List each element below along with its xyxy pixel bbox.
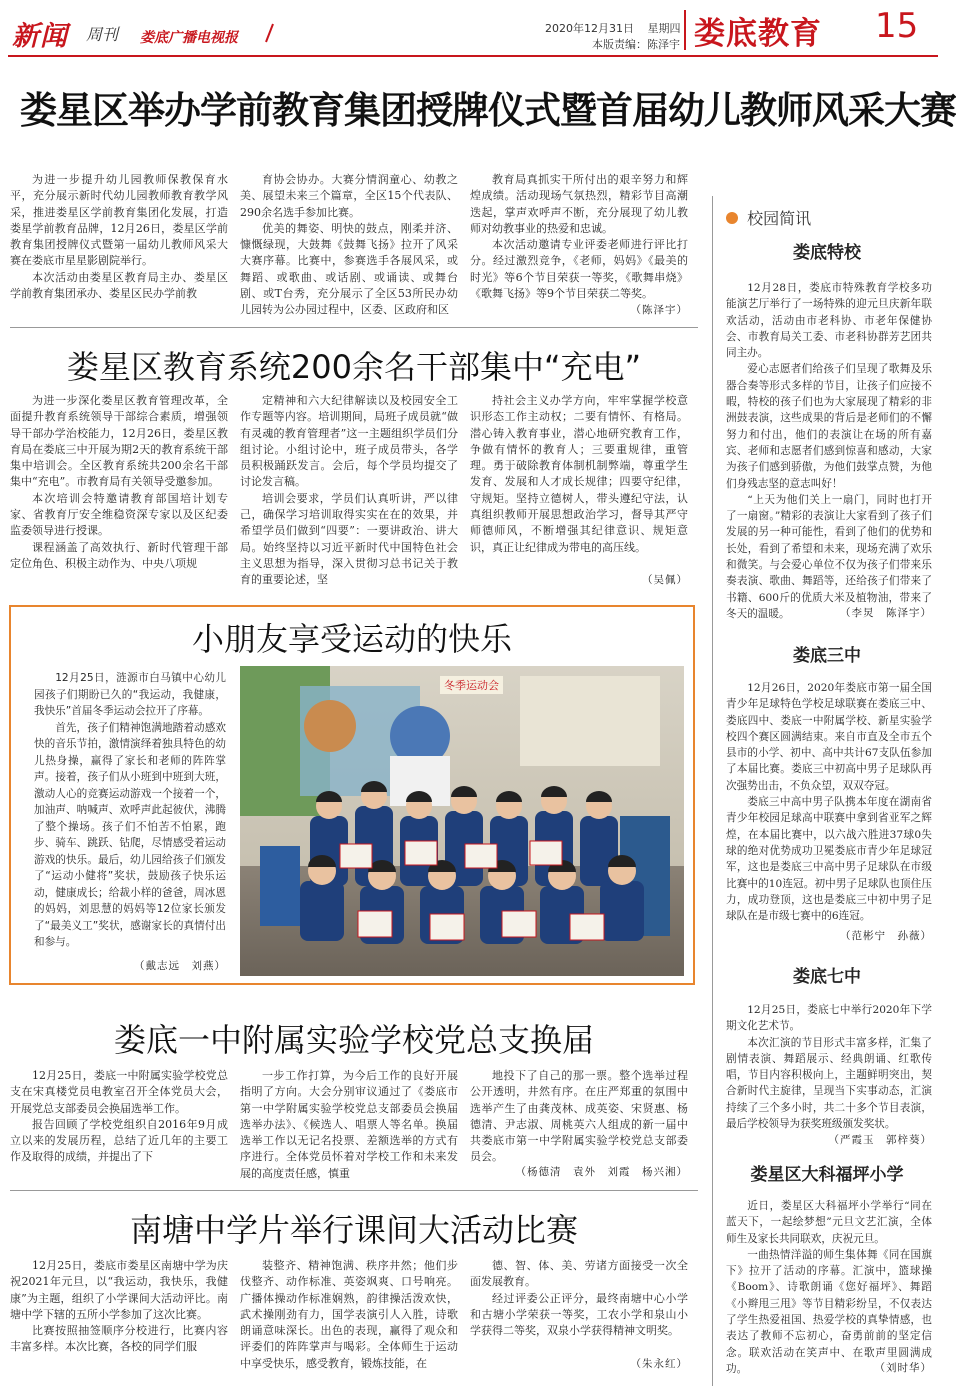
paragraph: 本次培训会特邀请教育部国培计划专家、省教育厅安全维稳资深专家以及区纪委监委领导进行授课。 <box>10 491 228 538</box>
publisher-slash <box>264 22 274 44</box>
paragraph: 定精神和六大纪律解读以及校园安全工作专题等内容。培训期间，局班子成员就“做有灵魂的教育管理者”这一主题组织学员们分组讨论。小组讨论中，班子成员带头，各学员积极踊跃发言。会后，每个学员均提交了讨论发言稿。 <box>240 394 458 489</box>
paragraph: 育协会协办。大赛分情润童心、幼教之美、展望未来三个篇章，全区15个代表队、290余名选手参加比赛。 <box>240 173 458 219</box>
article-2-byline: （吴佩） <box>642 574 688 586</box>
paragraph: 12月25日，娄底市娄星区南塘中学为庆祝2021年元旦，以“我运动，我快乐，我健康”为主题，组织了小学课间大活动评比。南塘中学下辖的五所小学参加了这次比赛。 <box>10 1259 228 1321</box>
article-3-byline: （戴志远 刘燕） <box>134 960 226 972</box>
paragraph: 课程涵盖了高效执行、新时代管理干部定位角色、积极主动作为、中央八项规 <box>10 540 228 570</box>
paragraph: 12月25日，涟源市白马镇中心幼儿园孩子们期盼已久的“我运动，我健康，我快乐”首届冬季运动会拉开了序幕。 <box>34 672 226 717</box>
paragraph: 培训会要求，学员们认真听讲，严以律己，确保学习培训取得实实在在的效果，并希望学员们做到“四要”：一要讲政治、讲大局。始终坚持以习近平新时代中国特色社会主义思想为指导，深入贯彻习总书记关于教育的重要论述，坚 <box>240 491 458 587</box>
article-3-headline: 小朋友享受运动的快乐 <box>191 620 512 658</box>
article-1-headline: 娄星区举办学前教育集团授牌仪式暨首届幼儿教师风采大赛 <box>20 89 956 132</box>
article-1-col-2 <box>240 172 458 320</box>
brand-suffix: 周刊 <box>86 25 119 44</box>
bullet-dot-icon <box>726 212 738 224</box>
article-5-byline: （朱永红） <box>630 1358 688 1370</box>
article-2-col-2 <box>240 393 458 589</box>
section-title: 娄底教育 <box>694 16 822 52</box>
paragraph: 爱心志愿者们给孩子们呈现了歌舞及乐器合奏等形式多样的节目，让孩子们应接不暇，特校的孩子们也为大家展现了精彩的非洲鼓表演，这些成果的背后是老师们的不懈努力和付出，他们的表演让在场的所有嘉宾、老师和志愿者们感到惊喜和感动，大家为孩子们感到骄傲，为他们鼓掌点赞，为他们身残志坚的意志叫好！ <box>726 363 932 490</box>
article-1-col-1 <box>10 172 228 320</box>
article-2-headline: 娄星区教育系统200余名干部集中“充电” <box>66 348 642 386</box>
paragraph: 12月26日，2020年娄底市第一届全国青少年足球特色学校足球联赛在娄底三中、娄底四中、娄底一中附属学校、新星实验学校四个赛区圆满结束。来自市直及全市五个县市的小学、初中、高中共计67支队伍参加了本届比赛。娄底三中初高中男子足球队再次强势出击，不负众望，双双夺冠。 <box>726 682 932 792</box>
sidebar-item-byline: （严霞玉 郭梓葵） <box>828 1134 932 1146</box>
article-1-col-3 <box>470 172 688 304</box>
paragraph: 本次汇演的节目形式丰富多样，汇集了剧情表演、舞蹈展示、经典朗诵、红歌传唱，节目内容积极向上，主题鲜明突出，契合新时代主旋律，呈现当下实事动态，汇演持续了三个多小时，共二十多个节目表演，最后学校领导为获奖班级颁发奖状。 <box>726 1036 932 1131</box>
article-5-col-3 <box>470 1258 688 1358</box>
sidebar-item-body <box>726 680 932 926</box>
article-4-col-2 <box>240 1068 458 1184</box>
brand-logo: 新闻 <box>12 21 68 52</box>
paragraph: 12月28日，娄底市特殊教育学校多功能演艺厅举行了一场特殊的迎元旦庆新年联欢活动，活动由市老科协、市老年保健协会、市教育局关工委、市老科协群芳艺团共同主办。 <box>726 282 932 360</box>
article-4-col-1 <box>10 1068 228 1184</box>
sidebar-item-title: 娄底三中 <box>793 646 861 666</box>
article-5-col-2 <box>240 1258 458 1374</box>
sidebar-item-byline: （刘时华） <box>874 1362 932 1374</box>
date-text: 2020年12月31日 <box>545 22 634 35</box>
paragraph: 教育局真抓实干所付出的艰辛努力和辉煌成绩。活动现场气氛热烈，精彩节目高潮迭起，掌声欢呼声不断，充分展现了幼儿教师对幼教事业的热爱和忠诚。 <box>470 173 688 235</box>
sidebar-item-body <box>726 1002 932 1132</box>
paragraph: 德、智、体、美、劳诸方面接受一次全面发展教育。 <box>470 1259 688 1289</box>
divider <box>10 1190 698 1191</box>
paragraph: 地投下了自己的那一票。整个选举过程公开透明，井然有序。在庄严郑重的氛围中选举产生了由龚茂林、成英姿、宋贤惠、杨德清、尹志淑、周桃英六人组成的新一届中共娄底市第一中学附属实验学校党总支部委员会。 <box>470 1069 688 1164</box>
article-2-col-3 <box>470 393 688 573</box>
masthead-rule <box>8 55 938 57</box>
article-5-col-1 <box>10 1258 228 1374</box>
sidebar-item-byline: （李炅 陈泽宇） <box>840 607 932 619</box>
article-2-col-1 <box>10 393 228 589</box>
paragraph: 12月25日，娄底七中举行2020年下学期文化艺术节。 <box>726 1004 932 1033</box>
publisher-label: 娄底广播电视报 <box>140 30 238 46</box>
sidebar-item-byline: （范彬宁 孙薇） <box>840 930 932 942</box>
page-number: 15 <box>875 6 919 46</box>
article-4-col-3 <box>470 1068 688 1168</box>
paragraph: 一步工作打算，为今后工作的良好开展指明了方向。大会分别审议通过了《娄底市第一中学附属实验学校党总支部委员会换届选举办法》、《候选人、唱票人等名单。换届选举工作以无记名投票、差额选举的方式有序进行。全体党员怀着对学校工作和未来发展的高度责任感，慎重 <box>240 1069 458 1180</box>
masthead <box>0 0 946 56</box>
paragraph: 持社会主义办学方向，牢牢掌握学校意识形态工作主动权；二要有情怀、有格局。潜心铸入教育事业，潜心地研究教育工作，争做有情怀的教育人；三要重规律，重管理。勇于破除教育体制机制弊端，尊重学生发育、发展和人才成长规律；四要守纪律，守规矩。坚持立德树人，带头遵纪守法，认真组织教师开展思想政治学习，督导其严守师德师风，不断增强其纪律意识、规矩意识，真正让纪律成为带电的高压线。 <box>470 394 688 554</box>
paragraph: 本次活动邀请专业评委老师进行评比打分。经过激烈竞争，《老师，妈妈》《最美的时光》等6个节目荣获一等奖，《歌舞串烧》《歌舞飞扬》等9个节目荣获二等奖。 <box>470 238 688 301</box>
sidebar-item-title: 娄底特校 <box>793 243 861 263</box>
divider <box>10 327 698 328</box>
paragraph: “上天为他们关上一扇门，同时也打开了一扇窗。”精彩的表演让大家看到了孩子们发展的另一种可能性，看到了他们的优势和长处，看到了希望和未来，现场充满了欢乐和微笑。与会爱心单位不仅为孩子们带来乐奏表演、歌曲、舞蹈等，还给孩子们带来了书籍、600斤的优质大米及植物油，带来了冬天的温暖。 <box>726 493 932 620</box>
paragraph: 报告回顾了学校党组织自2016年9月成立以来的发展历程，总结了近几年的主要工作及取得的成绩，并提出了下 <box>10 1117 228 1164</box>
masthead-divider <box>684 10 686 50</box>
kids-sports-photo <box>240 666 684 976</box>
paragraph: 装整齐、精神饱满、秩序井然；他们步伐整齐、动作标准、英姿飒爽、口号响亮。广播体操动作标准娴熟，韵律操活泼欢快，武术操刚劲有力，国学表演引人入胜，诗歌朗诵意味深长。出色的表现，赢得了观众和评委们的阵阵掌声与喝彩。全体师生于运动中享受快乐，感受教育，锻炼技能，在 <box>240 1259 458 1370</box>
paragraph: 比赛按照抽签顺序分校进行，比赛内容丰富多样。本次比赛，各校的同学们服 <box>10 1324 228 1354</box>
weekday-text: 星期四 <box>647 22 681 35</box>
sidebar-item-title: 娄底七中 <box>793 967 861 987</box>
paragraph: 本次活动由娄星区教育局主办、娄星区学前教育集团承办、娄星区民办学前教 <box>10 270 228 301</box>
paragraph: 首先，孩子们精神饱满地踏着动感欢快的音乐节拍，激情演绎着独具特色的幼儿热身操，赢得了家长和老师的阵阵掌声。接着，孩子们从小班到中班到大班，激动人心的竞赛运动游戏一个接着一个，加油声、呐喊声、欢呼声此起彼伏，沸腾了整个操场。孩子们不怕苦不怕累，跑步、骑车、跳跃、钻爬，尽情感受着运动游戏的快乐。最后，幼儿园给孩子们颁发了“运动小健将”奖状，鼓励孩子快乐运动，健康成长；给裁小样的爸爸，周冰恩的妈妈，刘思慧的妈妈等12位家长颁发了“最美义工”奖状，感谢家长的真情付出和参与。 <box>34 721 226 948</box>
paragraph: 优美的舞姿、明快的鼓点，刚柔并济、慷慨绿现，大鼓舞《鼓舞飞扬》拉开了风采大赛序幕。比赛中，参赛选手各展风采，或舞蹈、或歌曲、或话剧、或诵读、或舞台剧、或T台秀，充分展示了全区53所民办幼儿园转为公办园过程中，区委、区政府和区 <box>240 221 458 317</box>
article-1-byline: （陈泽宇） <box>630 304 688 316</box>
editor-text: 本版责编：陈泽宇 <box>592 38 680 51</box>
paragraph: 娄底三中高中男子队携本年度在湖南省青少年校园足球高中联赛中拿到省亚军之辉煌，在本届比赛中，以六战六胜进37球0失球的绝对优势成功卫冕娄底市青少年足球冠军，这也是娄底三中高中男子足球队在市级比赛中的10连冠。初中男子足球队也顶住压力，成功登顶，这也是娄底三中初中男子足球队在是市级七赛中的6连冠。 <box>726 796 932 923</box>
paragraph: 为进一步提升幼儿园教师保教保育水平，充分展示新时代幼儿园教师教育教学风采，推进娄星区学前教育集团化发展，打造娄星学前教育品牌，12月26日，娄星区学前教育集团授牌仪式暨第一届幼儿教师风采大赛在娄底市星星影剧院举行。 <box>10 173 228 268</box>
paragraph: 经过评委公正评分，最终南塘中心小学和古塘小学荣获一等奖，工农小学和泉山小学获得二等奖，双泉小学获得精神文明奖。 <box>470 1291 688 1338</box>
article-5-headline: 南塘中学片举行课间大活动比赛 <box>129 1211 578 1249</box>
photo-banner-text: 冬季运动会 <box>440 676 503 694</box>
paragraph: 一曲热情洋溢的师生集体舞《同在国旗下》拉开了活动的序幕。汇演中，篮球操《Boom》、诗歌朗诵《您好福坪》、舞蹈《小辫甩三甩》等节目精彩纷呈，不仅表达了学生热爱祖国、热爱学校的真挚情感，也表达了教师不忘初心，奋勇前前的坚定信念。联欢活动在笑声中、在歌声里圆满成功。 <box>726 1248 932 1375</box>
sidebar-divider <box>712 196 713 1386</box>
sidebar-header <box>726 206 936 228</box>
paragraph: 12月25日，娄底一中附属实验学校党总支在宋真楼党员电教室召开全体党员大会，开展党总支部委员会换届选举工作。 <box>10 1069 228 1115</box>
article-3-body <box>34 670 226 958</box>
sidebar-item-title: 娄星区大科福坪小学 <box>750 1165 904 1185</box>
paragraph: 为进一步深化娄星区教育管理改革，全面提升教育系统领导干部综合素质，增强领导干部办学治校能力，12月26日，娄星区教育局在娄底三中开展为期2天的教育系统干部集中培训会。全区教育系统共200余名干部集中“充电”。市教育局有关领导受邀参加。 <box>10 394 228 489</box>
issue-date <box>545 20 681 36</box>
paragraph: 近日，娄星区大科福坪小学举行“同在蓝天下，一起绘梦想”元旦文艺汇演，全体师生及家长共同联欢，庆祝元旦。 <box>726 1200 932 1245</box>
article-4-headline: 娄底一中附属实验学校党总支换届 <box>113 1021 594 1059</box>
article-4-byline: （杨德清 袁外 刘霞 杨兴湘） <box>515 1166 688 1178</box>
sidebar-header-label: 校园简讯 <box>747 209 812 228</box>
